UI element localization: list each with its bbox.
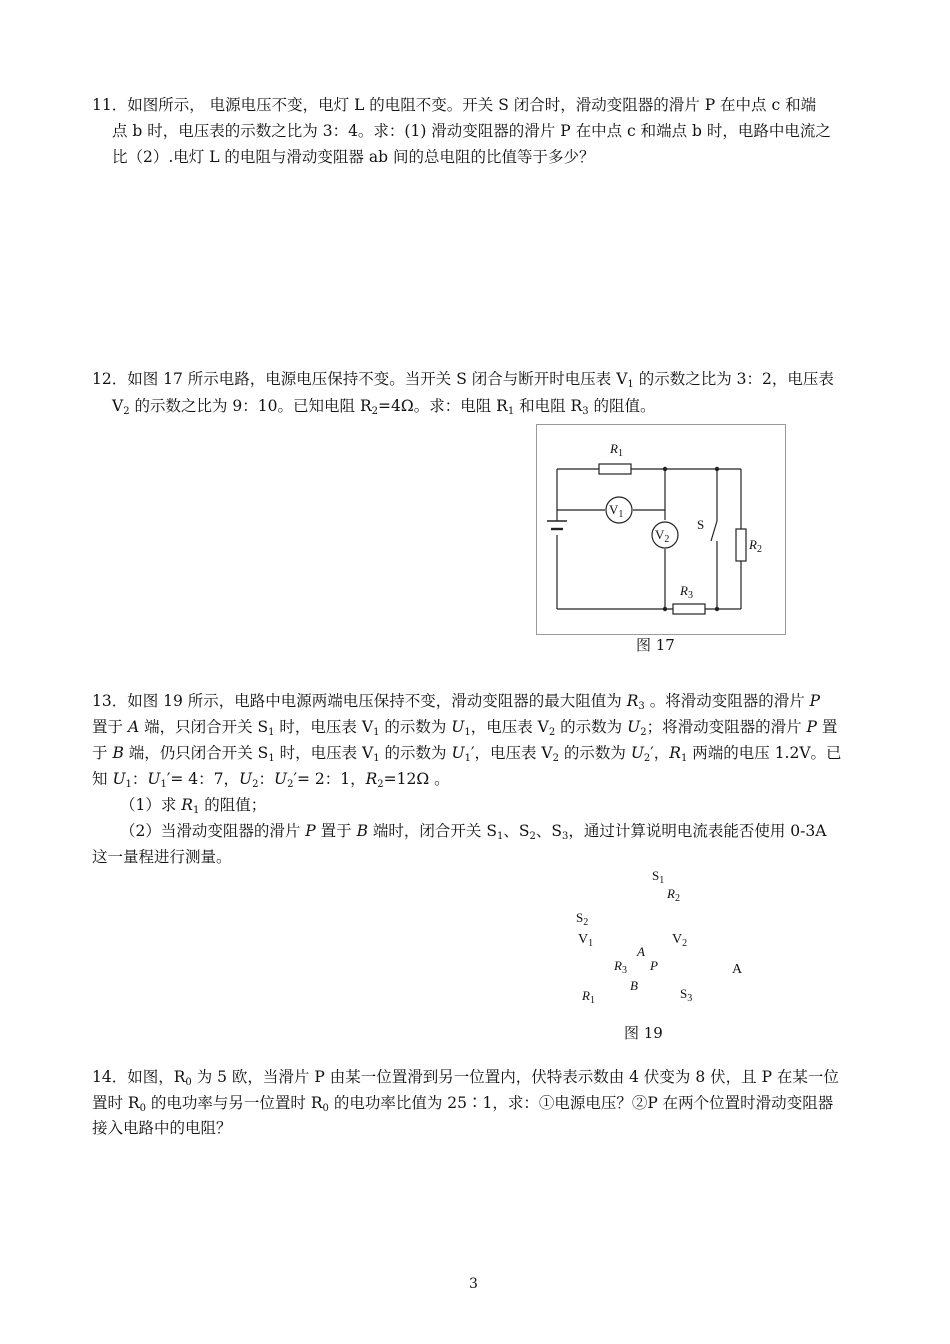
fig17-label-r2: $R_2$ (749, 537, 762, 555)
fig19-label-b-end: B (630, 978, 638, 993)
q14-line-2: 置时 $R_0$ 的电功率与另一位置时 $R_0$ 的电功率比值为 25∶1，求：①电源电压？②P 在两个位置时滑动变阻器 (92, 1094, 834, 1114)
fig19-label-p: P (650, 958, 658, 973)
fig17-label-v2: $V_2$ (655, 527, 670, 545)
q14-line-1: 14．如图，$R_0$ 为 5 欧，当滑片 P 由某一位置滑到另一位置内，伏特表示数由 4 伏变为 8 伏，且 P 在某一位 (92, 1068, 839, 1088)
fig19-label-ammeter: A (732, 962, 743, 977)
q13-line-1: 13．如图 19 所示，电路中电源两端电压保持不变，滑动变阻器的最大阻值为 $R_3$ 。将滑动变阻器的滑片 P (92, 692, 821, 712)
fig17-label-r3: $R_3$ (680, 583, 693, 601)
q12-line-1: 12．如图 17 所示电路，电源电压保持不变。当开关 S 闭合与断开时电压表 $V_1$ 的示数之比为 3：2，电压表 (92, 370, 834, 390)
fig17-label-v1: $V_1$ (609, 502, 624, 520)
q13-line-4: 知 $U_1$：$U_1'= 4$：7，$U_2$：$U_2'= 2$：1，$R_2=12\Omega$ 。 (92, 770, 450, 790)
fig19-label-s3: $S_3$ (680, 986, 693, 1004)
fig19-label-r3: $R_3$ (614, 958, 627, 976)
fig17-label-r1: $R_1$ (610, 441, 623, 459)
fig19-label-a-end: A (637, 944, 645, 959)
q13-line-2: 置于 A 端，只闭合开关 $S_1$ 时，电压表 $V_1$ 的示数为 $U_1$，电压表 $V_2$ 的示数为 $U_2$；将滑动变阻器的滑片 P 置 (92, 718, 838, 738)
fig19-label-v2: $V_2$ (672, 932, 688, 949)
fig17-label-s: S (697, 517, 705, 532)
q11-line-2: 点 b 时，电压表的示数之比为 3：4。求：(1) 滑动变阻器的滑片 P 在中点 c 和端点 b 时，电路中电流之 (112, 122, 831, 140)
q13-line-7: 这一量程进行测量。 (92, 848, 232, 866)
figure-17-caption: 图 17 (636, 636, 675, 654)
q13-line-6: （2）当滑动变阻器的滑片 P 置于 B 端时，闭合开关 $S_1$、$S_2$、$S_3$，通过计算说明电流表能否使用 0-3A (120, 822, 827, 842)
q13-line-3: 于 B 端，仍只闭合开关 $S_1$ 时，电压表 $V_1$ 的示数为 $U_1'$，电压表 $V_2$ 的示数为 $U_2'$，$R_1$ 两端的电压 1.2V。已 (92, 744, 842, 764)
fig19-label-r1: $R_1$ (582, 988, 595, 1006)
page-number: 3 (469, 1276, 478, 1292)
fig19-label-v1: $V_1$ (578, 932, 594, 949)
q12-line-2: $V_2$ 的示数之比为 9：10。已知电阻 $R_2=4\Omega$。求：电阻 $R_1$ 和电阻 $R_3$ 的阻值。 (112, 397, 656, 417)
fig19-label-s2: $S_2$ (576, 910, 589, 928)
q13-line-5: （1）求 $R_1$ 的阻值； (120, 796, 267, 816)
figure-19-caption: 图 19 (624, 1024, 663, 1042)
figure-17-circuit (536, 424, 786, 635)
q11-line-1: 11．如图所示， 电源电压不变，电灯 L 的电阻不变。开关 S 闭合时，滑动变阻器的滑片 P 在中点 c 和端 (92, 96, 817, 114)
q14-line-3: 接入电路中的电阻？ (92, 1119, 232, 1137)
q11-line-3: 比（2）.电灯 L 的电阻与滑动变阻器 ab 间的总电阻的比值等于多少？ (112, 148, 595, 166)
fig19-label-s1: $S_1$ (652, 868, 665, 886)
fig19-label-r2: $R_2$ (667, 886, 680, 904)
